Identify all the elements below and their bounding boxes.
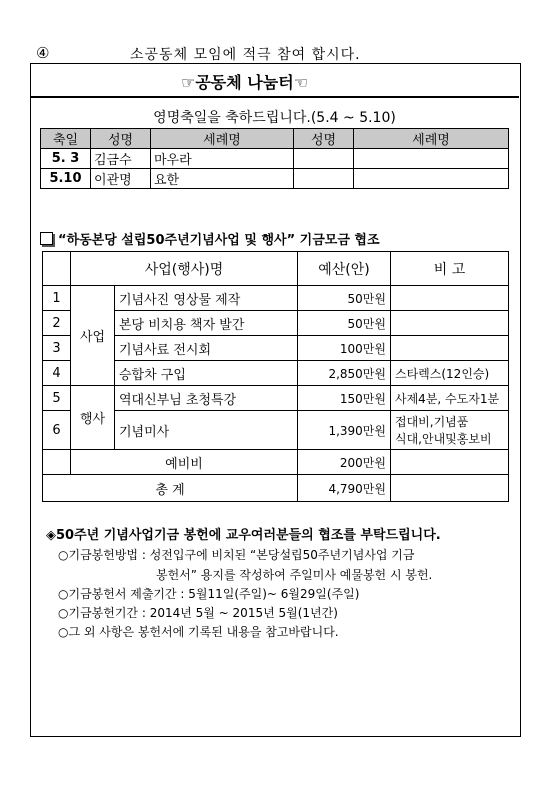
- reserve-row: [43, 450, 509, 475]
- baptismal-name: [354, 169, 509, 189]
- info-line-other: ○그 외 사항은 봉헌서에 기록된 내용을 참고바랍니다.: [58, 625, 339, 639]
- fund-section-label: “하동본당 설립50주년기념사업 및 행사” 기금모금 협조: [58, 233, 380, 248]
- person-name: [294, 169, 354, 189]
- item-name: 본당 비치용 책자 발간: [115, 311, 298, 336]
- item-note: [391, 311, 509, 336]
- column-header: 세례명: [354, 129, 509, 149]
- item-note: [391, 411, 509, 450]
- person-name: 이관명: [91, 169, 151, 189]
- item-name: 기념사진 영상물 제작: [115, 286, 298, 311]
- table-row: [41, 169, 509, 189]
- header-slogan: 소공동체 모임에 적극 참여 합시다.: [130, 47, 361, 63]
- info-line-submission: ○기금봉헌서 제출기간 : 5월11일(주일)~ 6월29일(주일): [58, 587, 360, 601]
- group-label-project: 사업: [71, 286, 115, 386]
- row-number: 5: [43, 386, 71, 411]
- reserve-budget: 200만원: [298, 450, 391, 475]
- birthday-table: [40, 128, 509, 189]
- table-row: [43, 286, 509, 311]
- item-name: 역대신부님 초청특강: [115, 386, 298, 411]
- birthday-heading: 영명축일을 축하드립니다.(5.4 ~ 5.10): [153, 110, 396, 126]
- column-header: 성명: [91, 129, 151, 149]
- row-number: 1: [43, 286, 71, 311]
- table-row: [43, 386, 509, 411]
- table-header-row: [43, 252, 509, 286]
- empty-cell: [391, 475, 509, 502]
- column-header: 사업(행사)명: [71, 252, 298, 286]
- item-budget: 150만원: [298, 386, 391, 411]
- item-budget: 50만원: [298, 286, 391, 311]
- total-label: 총 계: [43, 475, 298, 502]
- info-line-method-cont: 봉헌서” 용지를 작성하여 주일미사 예물봉헌 시 봉헌.: [156, 568, 433, 582]
- row-number: 3: [43, 336, 71, 361]
- column-header: 축일: [41, 129, 91, 149]
- page-number: ④: [36, 44, 50, 62]
- row-number: 4: [43, 361, 71, 386]
- fund-notice: ◈50주년 기념사업기금 봉헌에 교우여러분들의 협조를 부탁드립니다.: [46, 528, 441, 543]
- reserve-label: 예비비: [71, 450, 298, 475]
- item-note: 사제4분, 수도자1분: [391, 386, 509, 411]
- item-note: [391, 336, 509, 361]
- checkbox-icon: [40, 232, 53, 245]
- fund-section-title: [40, 229, 380, 248]
- feast-date: 5.10: [41, 169, 91, 189]
- total-row: [43, 475, 509, 502]
- item-budget: 50만원: [298, 311, 391, 336]
- row-number: 2: [43, 311, 71, 336]
- column-header: 예산(안): [298, 252, 391, 286]
- group-label-event: 행사: [71, 386, 115, 450]
- row-number: 6: [43, 411, 71, 450]
- baptismal-name: [354, 149, 509, 169]
- person-name: [294, 149, 354, 169]
- empty-cell: [43, 252, 71, 286]
- item-note: 스타렉스(12인승): [391, 361, 509, 386]
- table-row: [41, 149, 509, 169]
- info-line-method: ○기금봉헌방법 : 성전입구에 비치된 “본당설립50주년기념사업 기금: [58, 548, 415, 562]
- feast-date: 5. 3: [41, 149, 91, 169]
- info-line-period: ○기금봉헌기간 : 2014년 5월 ~ 2015년 5월(1년간): [58, 606, 338, 620]
- item-note-line: 접대비,기념품: [395, 415, 469, 429]
- item-budget: 2,850만원: [298, 361, 391, 386]
- page-title: ☞공동체 나눔터☜: [181, 73, 308, 92]
- budget-table: [42, 251, 509, 502]
- total-budget: 4,790만원: [298, 475, 391, 502]
- item-name: 승합차 구입: [115, 361, 298, 386]
- column-header: 세례명: [151, 129, 294, 149]
- table-header-row: [41, 129, 509, 149]
- empty-cell: [43, 450, 71, 475]
- item-note-line: 식대,안내및홍보비: [395, 432, 492, 446]
- item-name: 기념미사: [115, 411, 298, 450]
- baptismal-name: 마우라: [151, 149, 294, 169]
- item-budget: 100만원: [298, 336, 391, 361]
- column-header: 성명: [294, 129, 354, 149]
- item-name: 기념사료 전시회: [115, 336, 298, 361]
- baptismal-name: 요한: [151, 169, 294, 189]
- person-name: 김금수: [91, 149, 151, 169]
- empty-cell: [391, 450, 509, 475]
- column-header: 비 고: [391, 252, 509, 286]
- item-note: [391, 286, 509, 311]
- item-budget: 1,390만원: [298, 411, 391, 450]
